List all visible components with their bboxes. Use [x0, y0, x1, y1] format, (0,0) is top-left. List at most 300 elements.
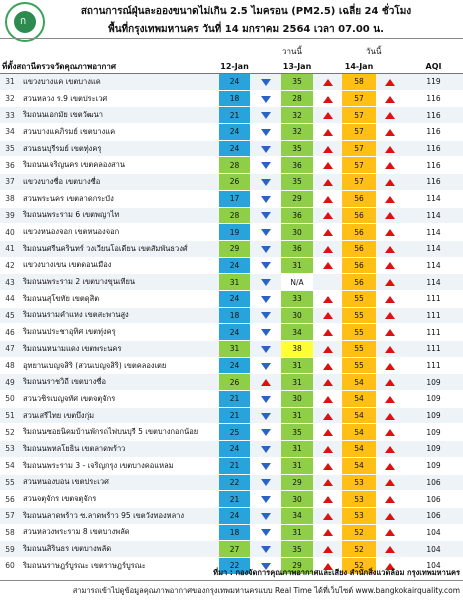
trend-d1 — [250, 307, 281, 324]
arrow-up-icon — [323, 246, 333, 253]
aqi-value: 109 — [404, 407, 463, 424]
trend-d3 — [376, 174, 404, 191]
arrow-down-icon — [261, 312, 271, 319]
trend-d2 — [313, 140, 342, 157]
arrow-down-icon — [261, 196, 271, 203]
value-d2: 31 — [281, 374, 313, 391]
aqi-value: 106 — [404, 474, 463, 491]
station-name: ริมถนนพระราม 2 เขตบางขุนเทียน — [20, 274, 219, 291]
row-number: 48 — [0, 357, 20, 374]
arrow-up-icon — [385, 279, 395, 286]
row-number: 46 — [0, 324, 20, 341]
table-row — [0, 407, 463, 424]
arrow-up-icon — [323, 212, 333, 219]
trend-d1 — [250, 424, 281, 441]
trend-d2 — [313, 391, 342, 408]
value-d3: 52 — [342, 524, 376, 541]
arrow-down-icon — [261, 229, 271, 236]
value-d1: 24 — [219, 140, 250, 157]
trend-d2 — [313, 541, 342, 558]
arrow-up-icon — [385, 96, 395, 103]
trend-d2 — [313, 107, 342, 124]
trend-d2 — [313, 441, 342, 458]
value-d1: 24 — [219, 74, 250, 91]
aqi-value: 109 — [404, 374, 463, 391]
trend-d1 — [250, 541, 281, 558]
value-d1: 26 — [219, 174, 250, 191]
trend-d3 — [376, 491, 404, 508]
value-d3: 57 — [342, 174, 376, 191]
trend-d2 — [313, 274, 342, 291]
arrow-up-icon — [385, 196, 395, 203]
aqi-value: 111 — [404, 307, 463, 324]
table-row — [0, 240, 463, 257]
row-number: 45 — [0, 307, 20, 324]
value-d3: 56 — [342, 274, 376, 291]
arrow-up-icon — [385, 379, 395, 386]
station-name: แขวงบางซื่อ เขตบางซื่อ — [20, 174, 219, 191]
source-note: ที่มา : กองจัดการคุณภาพอากาศและเสียง สำนักสิ่งแวดล้อม กรุงเทพมหานคร — [213, 568, 460, 577]
header-divider — [0, 38, 463, 39]
station-name: สวนหลวงพระราม 8 เขตบางพลัด — [20, 524, 219, 541]
arrow-down-icon — [261, 413, 271, 420]
table-row — [0, 90, 463, 107]
aqi-value: 114 — [404, 257, 463, 274]
table-body — [0, 74, 463, 575]
value-d1: 24 — [219, 124, 250, 141]
table-row — [0, 324, 463, 341]
arrow-up-icon — [323, 312, 333, 319]
station-name: ริมถนนสุโขทัย เขตดุสิต — [20, 290, 219, 307]
value-d3: 54 — [342, 391, 376, 408]
arrow-down-icon — [261, 496, 271, 503]
arrow-up-icon — [385, 79, 395, 86]
trend-d2 — [313, 507, 342, 524]
arrow-up-icon — [323, 262, 333, 269]
trend-d2 — [313, 290, 342, 307]
arrow-up-icon — [323, 513, 333, 520]
value-d2: 29 — [281, 190, 313, 207]
arrow-up-icon — [385, 296, 395, 303]
arrow-up-icon — [385, 346, 395, 353]
trend-d1 — [250, 107, 281, 124]
trend-d3 — [376, 240, 404, 257]
value-d1: 26 — [219, 374, 250, 391]
value-d3: 58 — [342, 74, 376, 91]
row-number: 42 — [0, 257, 20, 274]
row-number: 41 — [0, 240, 20, 257]
row-number: 60 — [0, 557, 20, 574]
value-d3: 55 — [342, 357, 376, 374]
arrow-down-icon — [261, 429, 271, 436]
row-number: 57 — [0, 507, 20, 524]
value-d2: 34 — [281, 507, 313, 524]
arrow-up-icon — [323, 79, 333, 86]
arrow-up-icon — [323, 546, 333, 553]
trend-d1 — [250, 357, 281, 374]
value-d2: 30 — [281, 491, 313, 508]
value-d1: 31 — [219, 341, 250, 358]
arrow-up-icon — [323, 496, 333, 503]
arrow-up-icon — [323, 179, 333, 186]
aqi-value: 114 — [404, 207, 463, 224]
trend-d2 — [313, 257, 342, 274]
value-d3: 55 — [342, 290, 376, 307]
value-d3: 53 — [342, 474, 376, 491]
value-d1: 24 — [219, 357, 250, 374]
station-name: สวนเสรีไทย เขตบึงกุ่ม — [20, 407, 219, 424]
row-number: 58 — [0, 524, 20, 541]
table-row — [0, 541, 463, 558]
trend-d1 — [250, 457, 281, 474]
trend-d1 — [250, 207, 281, 224]
value-d2: 34 — [281, 324, 313, 341]
station-name: ริมถนนหนามแดง เขตพระนคร — [20, 341, 219, 358]
value-d1: 28 — [219, 207, 250, 224]
row-number: 33 — [0, 107, 20, 124]
value-d2: 36 — [281, 207, 313, 224]
arrow-down-icon — [261, 346, 271, 353]
row-number: 59 — [0, 541, 20, 558]
value-d3: 55 — [342, 307, 376, 324]
arrow-up-icon — [323, 379, 333, 386]
trend-d3 — [376, 441, 404, 458]
trend-d2 — [313, 407, 342, 424]
arrow-up-icon — [385, 162, 395, 169]
table-header — [0, 60, 463, 74]
arrow-up-icon — [323, 429, 333, 436]
header-d1: 12-Jan — [219, 60, 250, 74]
arrow-up-icon — [385, 496, 395, 503]
arrow-up-icon — [323, 396, 333, 403]
page-subtitle: พื้นที่กรุงเทพมหานคร วันที่ 14 มกราคม 2564 เวลา 07.00 น. — [108, 24, 384, 35]
table-row — [0, 474, 463, 491]
trend-d2 — [313, 424, 342, 441]
trend-d2 — [313, 240, 342, 257]
row-number: 39 — [0, 207, 20, 224]
table-row — [0, 491, 463, 508]
aqi-value: 104 — [404, 524, 463, 541]
value-d3: 56 — [342, 224, 376, 241]
value-d3: 54 — [342, 457, 376, 474]
aqi-value: 109 — [404, 391, 463, 408]
station-name: สวนหลวง ร.9 เขตประเวศ — [20, 90, 219, 107]
arrow-up-icon — [385, 363, 395, 370]
value-d3: 52 — [342, 541, 376, 558]
value-d3: 54 — [342, 441, 376, 458]
value-d2: 30 — [281, 224, 313, 241]
table-row — [0, 107, 463, 124]
footer-divider — [0, 580, 463, 581]
value-d1: 22 — [219, 474, 250, 491]
arrow-up-icon — [385, 329, 395, 336]
trend-d2 — [313, 374, 342, 391]
arrow-down-icon — [261, 262, 271, 269]
arrow-up-icon — [323, 129, 333, 136]
aqi-value: 106 — [404, 507, 463, 524]
trend-d3 — [376, 391, 404, 408]
arrow-up-icon — [385, 212, 395, 219]
row-number: 34 — [0, 124, 20, 141]
row-number: 32 — [0, 90, 20, 107]
station-name: ริมถนนพระราม 3 - เจริญกรุง เขตบางคอแหลม — [20, 457, 219, 474]
arrow-up-icon — [323, 446, 333, 453]
value-d2: 30 — [281, 391, 313, 408]
trend-d3 — [376, 107, 404, 124]
table-row — [0, 290, 463, 307]
trend-d1 — [250, 491, 281, 508]
trend-d1 — [250, 240, 281, 257]
station-name: อุทยานเบญจสิริ (สวนเบญจสิริ) เขตคลองเตย — [20, 357, 219, 374]
arrow-up-icon — [385, 463, 395, 470]
value-d1: 21 — [219, 457, 250, 474]
trend-d3 — [376, 357, 404, 374]
value-d3: 54 — [342, 424, 376, 441]
trend-d2 — [313, 174, 342, 191]
value-d1: 18 — [219, 307, 250, 324]
station-name: ริมถนนพหลโยธิน เขตลาดพร้าว — [20, 441, 219, 458]
aqi-value: 111 — [404, 324, 463, 341]
trend-d3 — [376, 140, 404, 157]
table-row — [0, 391, 463, 408]
aqi-value: 109 — [404, 441, 463, 458]
station-name: สวนวชิรเบญจทัศ เขตจตุจักร — [20, 391, 219, 408]
arrow-up-icon — [323, 229, 333, 236]
value-d3: 55 — [342, 341, 376, 358]
trend-d1 — [250, 224, 281, 241]
aqi-value: 119 — [404, 74, 463, 91]
aqi-value: 109 — [404, 457, 463, 474]
aqi-value: 111 — [404, 290, 463, 307]
table-row — [0, 190, 463, 207]
value-d1: 27 — [219, 541, 250, 558]
table-row — [0, 124, 463, 141]
row-number: 44 — [0, 290, 20, 307]
table-row — [0, 224, 463, 241]
arrow-down-icon — [261, 363, 271, 370]
aqi-value: 116 — [404, 140, 463, 157]
value-d2: 29 — [281, 557, 313, 574]
trend-d2 — [313, 357, 342, 374]
arrow-up-icon — [385, 446, 395, 453]
table-row — [0, 274, 463, 291]
trend-d3 — [376, 474, 404, 491]
station-name: ริมถนนรามคำแหง เขตสะพานสูง — [20, 307, 219, 324]
row-number: 40 — [0, 224, 20, 241]
trend-d2 — [313, 457, 342, 474]
station-name: แขวงบางแค เขตบางแค — [20, 74, 219, 91]
station-name: สวนพระนคร เขตลาดกระบัง — [20, 190, 219, 207]
arrow-up-icon — [323, 479, 333, 486]
header-d2-trend — [313, 60, 342, 74]
arrow-up-icon — [323, 463, 333, 470]
value-d2: 31 — [281, 457, 313, 474]
trend-d2 — [313, 124, 342, 141]
arrow-up-icon — [385, 529, 395, 536]
trend-d3 — [376, 324, 404, 341]
station-name: ริมถนนสิรินธร เขตบางพลัด — [20, 541, 219, 558]
arrow-down-icon — [261, 463, 271, 470]
value-d2: 38 — [281, 341, 313, 358]
trend-d2 — [313, 90, 342, 107]
arrow-down-icon — [261, 546, 271, 553]
value-d3: 55 — [342, 324, 376, 341]
table-row — [0, 424, 463, 441]
value-d1: 28 — [219, 157, 250, 174]
value-d1: 19 — [219, 224, 250, 241]
value-d1: 21 — [219, 407, 250, 424]
table-row — [0, 140, 463, 157]
station-name: ริมถนนเอกมัย เขตวัฒนา — [20, 107, 219, 124]
trend-d3 — [376, 207, 404, 224]
station-name: ริมถนนประชาอุทิศ เขตทุ่งครุ — [20, 324, 219, 341]
header-aqi: AQI — [404, 60, 463, 74]
aqi-value: 114 — [404, 240, 463, 257]
station-name: ริมถนนพระราม 6 เขตพญาไท — [20, 207, 219, 224]
station-name: ริมถนนเจริญนคร เขตคลองสาน — [20, 157, 219, 174]
aqi-value: 111 — [404, 357, 463, 374]
value-d2: 35 — [281, 140, 313, 157]
value-d2: 32 — [281, 124, 313, 141]
value-d1: 24 — [219, 441, 250, 458]
table-row — [0, 257, 463, 274]
note-yesterday: วานนี้ — [282, 47, 302, 56]
aqi-value: 116 — [404, 124, 463, 141]
row-number: 36 — [0, 157, 20, 174]
station-name: ริมถนนราชวิถี เขตบางซื่อ — [20, 374, 219, 391]
arrow-down-icon — [261, 446, 271, 453]
trend-d1 — [250, 74, 281, 91]
trend-d1 — [250, 90, 281, 107]
arrow-down-icon — [261, 162, 271, 169]
aqi-value: 104 — [404, 557, 463, 574]
value-d2: 36 — [281, 240, 313, 257]
value-d1: 31 — [219, 274, 250, 291]
aqi-value: 106 — [404, 491, 463, 508]
table-row — [0, 341, 463, 358]
arrow-up-icon — [385, 396, 395, 403]
station-name: สวนธนบุรีรมย์ เขตทุ่งครุ — [20, 140, 219, 157]
trend-d3 — [376, 424, 404, 441]
arrow-up-icon — [385, 546, 395, 553]
aqi-value: 109 — [404, 424, 463, 441]
station-name: สวนหนองบอน เขตประเวศ — [20, 474, 219, 491]
row-number: 55 — [0, 474, 20, 491]
value-d1: 22 — [219, 557, 250, 574]
row-number: 49 — [0, 374, 20, 391]
arrow-up-icon — [323, 146, 333, 153]
trend-d3 — [376, 190, 404, 207]
arrow-down-icon — [261, 146, 271, 153]
value-d2: 31 — [281, 357, 313, 374]
aqi-value: 104 — [404, 541, 463, 558]
trend-d2 — [313, 74, 342, 91]
station-name: ริมถนนศรีนครินทร์ วงเวียนโอเดียน เขตสัมพันธวงศ์ — [20, 240, 219, 257]
value-d2: N/A — [281, 274, 313, 291]
value-d3: 57 — [342, 157, 376, 174]
trend-d3 — [376, 274, 404, 291]
trend-d2 — [313, 224, 342, 241]
page-title: สถานการณ์ฝุ่นละอองขนาดไม่เกิน 2.5 ไมครอน (PM2.5) เฉลี่ย 24 ชั่วโมง — [80, 6, 412, 17]
bma-logo — [5, 2, 45, 42]
trend-d2 — [313, 307, 342, 324]
table-row — [0, 157, 463, 174]
value-d2: 31 — [281, 407, 313, 424]
row-number: 56 — [0, 491, 20, 508]
trend-d1 — [250, 374, 281, 391]
arrow-up-icon — [385, 413, 395, 420]
value-d3: 56 — [342, 240, 376, 257]
arrow-up-icon — [385, 146, 395, 153]
arrow-up-icon — [261, 379, 271, 386]
value-d2: 35 — [281, 74, 313, 91]
arrow-up-icon — [385, 479, 395, 486]
trend-d1 — [250, 324, 281, 341]
aqi-value: 114 — [404, 224, 463, 241]
value-d2: 35 — [281, 424, 313, 441]
value-d1: 21 — [219, 491, 250, 508]
realtime-note: สามารถเข้าไปดูข้อมูลคุณภาพอากาศของกรุงเทพมหานครแบบ Real Time ได้ที่เว็บไซต์ www.bangkokairquality.com — [72, 586, 460, 595]
value-d2: 30 — [281, 307, 313, 324]
arrow-up-icon — [323, 363, 333, 370]
header-d3-trend — [376, 60, 404, 74]
header-d1-trend — [250, 60, 281, 74]
trend-d2 — [313, 190, 342, 207]
logo-text: ก — [20, 16, 27, 27]
value-d3: 56 — [342, 257, 376, 274]
trend-d3 — [376, 541, 404, 558]
value-d2: 31 — [281, 257, 313, 274]
value-d2: 35 — [281, 541, 313, 558]
arrow-up-icon — [323, 346, 333, 353]
trend-d3 — [376, 90, 404, 107]
trend-d1 — [250, 257, 281, 274]
aqi-value: 116 — [404, 90, 463, 107]
trend-d1 — [250, 140, 281, 157]
value-d2: 31 — [281, 524, 313, 541]
station-name: แขวงหนองจอก เขตหนองจอก — [20, 224, 219, 241]
arrow-up-icon — [385, 312, 395, 319]
aqi-value: 116 — [404, 157, 463, 174]
table-row — [0, 524, 463, 541]
row-number: 37 — [0, 174, 20, 191]
value-d1: 24 — [219, 324, 250, 341]
value-d3: 57 — [342, 90, 376, 107]
aqi-value: 114 — [404, 274, 463, 291]
value-d2: 36 — [281, 157, 313, 174]
trend-d2 — [313, 524, 342, 541]
value-d1: 24 — [219, 257, 250, 274]
trend-d3 — [376, 507, 404, 524]
station-name: สวนจตุจักร เขตจตุจักร — [20, 491, 219, 508]
row-number: 52 — [0, 424, 20, 441]
table-row — [0, 457, 463, 474]
trend-d1 — [250, 174, 281, 191]
value-d2: 32 — [281, 107, 313, 124]
arrow-up-icon — [323, 96, 333, 103]
arrow-up-icon — [385, 229, 395, 236]
trend-d3 — [376, 290, 404, 307]
station-name: สวนบางแคภิรมย์ เขตบางแค — [20, 124, 219, 141]
trend-d2 — [313, 474, 342, 491]
trend-d1 — [250, 274, 281, 291]
arrow-down-icon — [261, 396, 271, 403]
value-d1: 21 — [219, 107, 250, 124]
value-d3: 57 — [342, 107, 376, 124]
value-d3: 53 — [342, 507, 376, 524]
trend-d1 — [250, 157, 281, 174]
arrow-up-icon — [323, 162, 333, 169]
